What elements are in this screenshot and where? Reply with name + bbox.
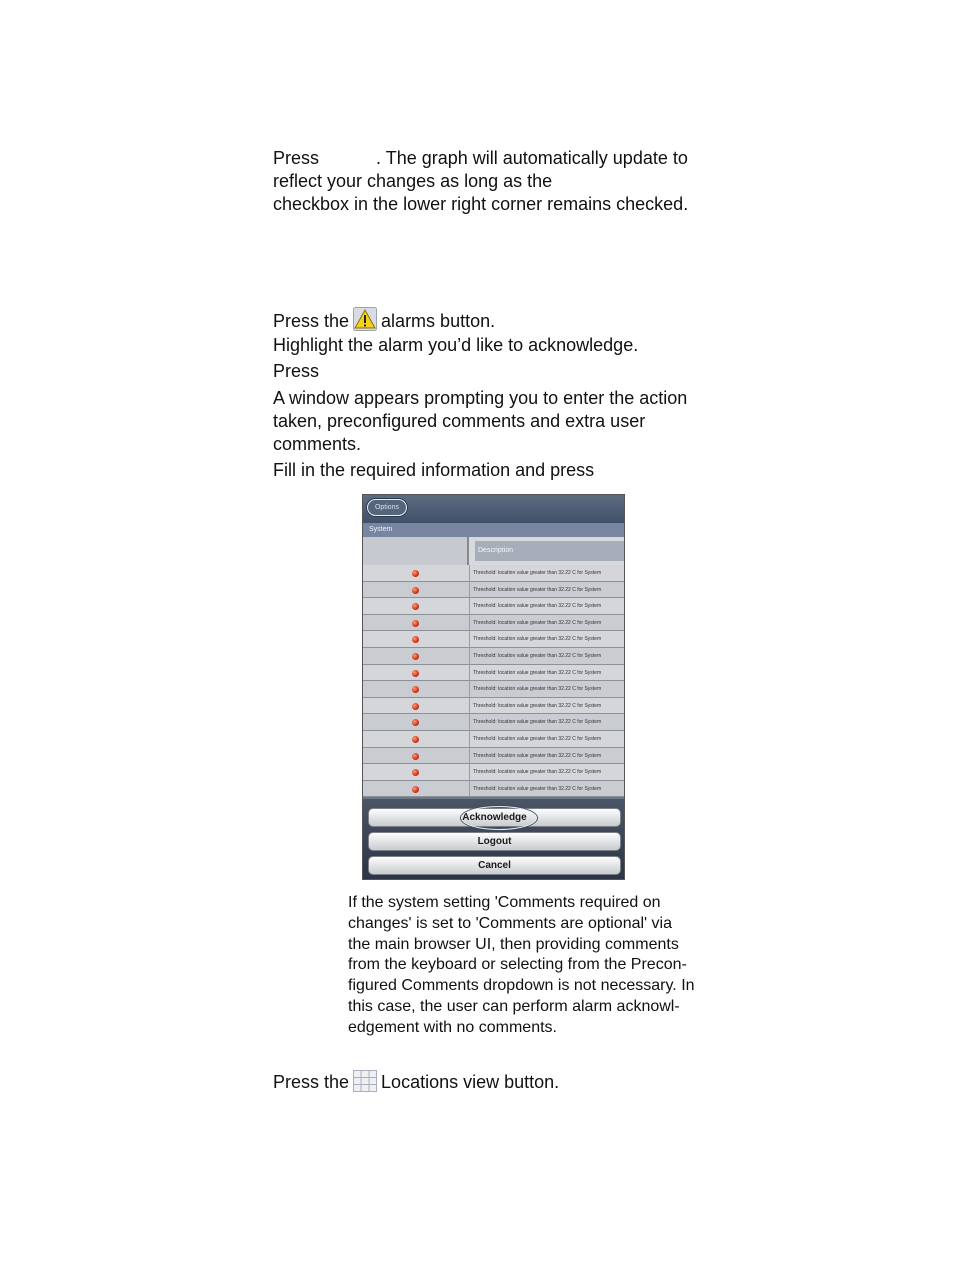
step-press-alarms	[273, 307, 495, 337]
alarm-status-icon	[412, 636, 419, 643]
note-line: edgement with no comments.	[348, 1018, 557, 1036]
update-graph-line3: checkbox in the lower right corner remains checked.	[273, 194, 689, 214]
note-line: changes' is set to 'Comments are optional' via	[348, 914, 672, 932]
table-row[interactable]	[363, 582, 624, 599]
alarm-description: Threshold: location value greater than 32.22 C for System	[473, 785, 602, 792]
press-text: Press	[273, 148, 320, 168]
column-divider	[469, 565, 470, 581]
column-divider	[469, 681, 470, 697]
column-divider	[469, 615, 470, 631]
step-press: Press	[273, 361, 320, 381]
table-row[interactable]	[363, 598, 624, 615]
column-divider	[469, 764, 470, 780]
table-row[interactable]	[363, 681, 624, 698]
system-label: System	[369, 526, 393, 533]
alarm-description: Threshold: location value greater than 32.22 C for System	[473, 702, 602, 709]
alarm-description: Threshold: location value greater than 32.22 C for System	[473, 570, 602, 576]
table-row[interactable]	[363, 615, 624, 632]
acknowledge-label: Acknowledge	[462, 812, 527, 823]
table-row[interactable]	[363, 565, 624, 582]
header-status-column	[363, 537, 469, 565]
update-graph-line2: reflect your changes as long as the	[273, 171, 553, 191]
alarm-status-icon	[412, 686, 419, 693]
system-bar	[363, 523, 624, 537]
step-window-line3: comments.	[273, 434, 362, 454]
alarm-description: Threshold: location value greater than 32.22 C for System	[473, 769, 602, 776]
highlight-ring	[461, 806, 537, 830]
alarm-status-icon	[412, 719, 419, 726]
screenshot-navbar	[363, 495, 624, 523]
warning-icon	[353, 307, 377, 337]
column-divider	[469, 582, 470, 598]
acknowledge-button[interactable]	[368, 808, 621, 827]
alarm-description: Threshold: location value greater than 32.22 C for System	[473, 735, 602, 742]
alarm-description: Threshold: location value greater than 32.22 C for System	[473, 636, 602, 643]
alarm-description: Threshold: location value greater than 32.22 C for System	[473, 603, 602, 610]
table-row[interactable]	[363, 764, 624, 781]
alarm-list-screenshot	[362, 494, 625, 880]
step-window-line2: taken, preconfigured comments and extra user	[273, 411, 646, 431]
alarm-status-icon	[412, 786, 419, 793]
action-sheet	[363, 799, 624, 880]
table-row[interactable]	[363, 648, 624, 665]
alarm-rows	[363, 565, 624, 797]
alarm-status-icon	[412, 753, 419, 760]
alarms-button-text: alarms button.	[381, 311, 496, 331]
table-row[interactable]	[363, 731, 624, 748]
alarm-status-icon	[412, 653, 419, 660]
note-line: the main browser UI, then providing comments	[348, 935, 679, 953]
column-divider	[469, 714, 470, 730]
column-divider	[469, 598, 470, 614]
alarm-description: Threshold: location value greater than 32.22 C for System	[473, 652, 602, 659]
step-highlight: Highlight the alarm you’d like to acknowledge.	[273, 335, 639, 355]
alarm-status-icon	[412, 670, 419, 677]
table-row[interactable]	[363, 714, 624, 731]
column-divider	[469, 631, 470, 647]
update-text: . The graph will automatically update to	[376, 148, 688, 168]
update-graph-line1	[273, 147, 688, 170]
alarm-description: Threshold: location value greater than 32.22 C for System	[473, 752, 602, 759]
table-row[interactable]	[363, 665, 624, 682]
alarm-status-icon	[412, 769, 419, 776]
step-fill-in: Fill in the required information and press	[273, 460, 595, 480]
logout-button[interactable]: Logout	[368, 832, 621, 851]
table-row[interactable]	[363, 698, 624, 715]
press-the-text: Press the	[273, 311, 350, 331]
options-button[interactable]: Options	[367, 499, 407, 516]
table-row[interactable]	[363, 781, 624, 798]
alarm-status-icon	[412, 703, 419, 710]
alarm-status-icon	[412, 736, 419, 743]
alarm-description: Threshold: location value greater than 32.22 C for System	[473, 619, 602, 626]
note-line: If the system setting 'Comments required on	[348, 894, 661, 911]
alarm-table-header	[363, 537, 624, 565]
press-the-text: Press the	[273, 1072, 350, 1092]
note-line: from the keyboard or selecting from the Precon-	[348, 956, 687, 974]
column-divider	[469, 748, 470, 764]
grid-icon	[353, 1070, 377, 1098]
note-line: figured Comments dropdown is not necessary. In	[348, 977, 695, 995]
header-description: Description	[475, 541, 625, 561]
column-divider	[469, 781, 470, 797]
locations-button-text: Locations view button.	[381, 1072, 560, 1092]
step-press-locations	[273, 1070, 559, 1098]
column-divider	[469, 731, 470, 747]
column-divider	[469, 665, 470, 681]
comments-note	[348, 893, 716, 1039]
alarm-description: Threshold: location value greater than 32.22 C for System	[473, 586, 602, 593]
step-window-line1: A window appears prompting you to enter the action	[273, 388, 688, 408]
alarm-description: Threshold: location value greater than 32.22 C for System	[473, 686, 602, 693]
table-row[interactable]	[363, 631, 624, 648]
note-line: this case, the user can perform alarm acknowl-	[348, 997, 680, 1015]
alarm-description: Threshold: location value greater than 32.22 C for System	[473, 669, 602, 676]
alarm-description: Threshold: location value greater than 32.22 C for System	[473, 719, 602, 726]
table-row[interactable]	[363, 748, 624, 765]
cancel-button[interactable]: Cancel	[368, 856, 621, 875]
alarm-status-icon	[412, 620, 419, 627]
alarm-status-icon	[412, 570, 419, 577]
column-divider	[469, 648, 470, 664]
alarm-status-icon	[412, 603, 419, 610]
alarm-status-icon	[412, 587, 419, 594]
column-divider	[469, 698, 470, 714]
